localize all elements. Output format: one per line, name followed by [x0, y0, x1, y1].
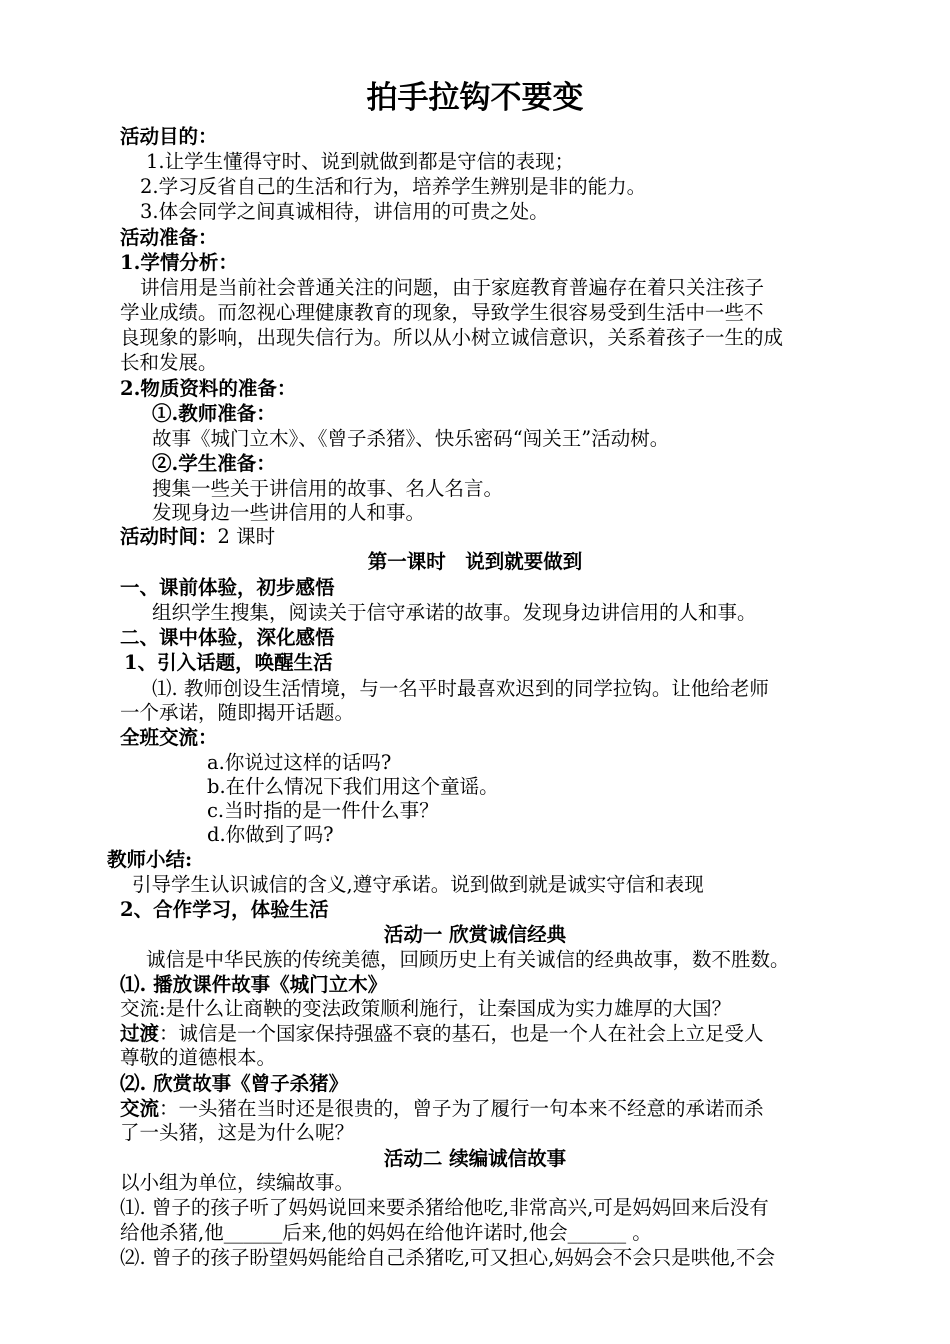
activity-intro: 诚信是中华民族的传统美德，回顾历史上有关诚信的经典故事，数不胜数。 [146, 948, 790, 971]
activity-time [120, 524, 275, 549]
goal-item: 2.学习反省自己的生活和行为，培养学生辨别是非的能力。 [140, 175, 647, 198]
activity-item: ⑴. 曾子的孩子听了妈妈说回来要杀猪给他吃,非常高兴,可是妈妈回来后没有 [120, 1196, 769, 1219]
prep-heading: 活动准备： [120, 226, 218, 249]
transition-line: 尊敬的道德根本。 [120, 1046, 277, 1069]
exchange-text: ：一头猪在当时还是很贵的，曾子为了履行一句本来不经意的承诺而杀 [159, 1097, 764, 1120]
transition-label: 过渡 [120, 1022, 160, 1045]
story-exchange: 交流:是什么让商鞅的变法政策顺利施行，让秦国成为实力雄厚的大国？ [120, 997, 732, 1020]
activity-item: ⑵. 曾子的孩子盼望妈妈能给自己杀猪吃,可又担心,妈妈会不会只是哄他,不会 [120, 1246, 775, 1269]
step-heading: 1、引入话题，唤醒生活 [124, 651, 333, 674]
discussion-item: a.你说过这样的话吗? [207, 751, 392, 774]
story-heading: ⑴. 播放课件故事《城门立木》 [120, 973, 388, 996]
summary-heading: 教师小结: [107, 848, 193, 871]
activity-title: 活动二 续编诚信故事 [383, 1147, 567, 1170]
story-heading: ⑵. 欣赏故事《曾子杀猪》 [120, 1072, 349, 1095]
section-heading: 一、课前体验，初步感悟 [120, 576, 335, 599]
discussion-item: c.当时指的是一件什么事？ [207, 799, 439, 822]
story-exchange [120, 1096, 764, 1121]
step-heading: 2、合作学习，体验生活 [120, 898, 329, 921]
step-text: 一个承诺，随即揭开话题。 [120, 701, 355, 724]
goal-item: 3.体会同学之间真诚相待，讲信用的可贵之处。 [140, 200, 549, 223]
time-value: 2 课时 [217, 525, 276, 548]
analysis-line: 学业成绩。而忽视心理健康教育的现象，导致学生很容易受到生活中一些不 [120, 301, 764, 324]
story-exchange: 了一头猪，这是为什么呢？ [120, 1121, 355, 1144]
teacher-prep-heading: ①.教师准备： [152, 402, 276, 425]
activity-intro: 以小组为单位，续编故事。 [120, 1171, 355, 1194]
discussion-item: b.在什么情况下我们用这个童谣。 [207, 775, 499, 798]
step-text: ⑴. 教师创设生活情境，与一名平时最喜欢迟到的同学拉钩。让他给老师 [152, 677, 769, 700]
summary-text: 引导学生认识诚信的含义,遵守承诺。说到做到就是诚实守信和表现 [132, 873, 704, 896]
student-prep-item: 搜集一些关于讲信用的故事、名人名言。 [152, 477, 504, 500]
discussion-item: d.你做到了吗? [207, 823, 334, 846]
analysis-line: 讲信用是当前社会普通关注的问题，由于家庭教育普遍存在着只关注孩子 [140, 276, 765, 299]
materials-heading: 2.物质资料的准备： [120, 377, 297, 400]
student-prep-heading: ②.学生准备： [152, 452, 276, 475]
section-text: 组织学生搜集，阅读关于信守承诺的故事。发现身边讲信用的人和事。 [152, 601, 757, 624]
analysis-heading: 1.学情分析： [120, 251, 238, 274]
section-heading: 二、课中体验，深化感悟 [120, 626, 335, 649]
goal-heading: 活动目的： [120, 125, 218, 148]
teacher-prep-text: 故事《城门立木》、《曾子杀猪》、快乐密码“闯关王”活动树。 [152, 427, 670, 450]
goal-item: 1.让学生懂得守时、说到就做到都是守信的表现； [146, 150, 575, 173]
lesson-title: 第一课时 说到就要做到 [367, 550, 583, 573]
transition-text: ：诚信是一个国家保持强盛不衰的基石，也是一个人在社会上立足受人 [159, 1022, 764, 1045]
discussion-heading: 全班交流： [120, 726, 218, 749]
time-label: 活动时间： [120, 525, 218, 548]
activity-item: 给他杀猪,他______后来,他的妈妈在给他许诺时,他会______ 。 [120, 1221, 652, 1244]
student-prep-item: 发现身边一些讲信用的人和事。 [152, 501, 426, 524]
analysis-line: 良现象的影响，出现失信行为。所以从小树立诚信意识，关系着孩子一生的成 [120, 326, 784, 349]
analysis-line: 长和发展。 [120, 351, 218, 374]
document-title: 拍手拉钩不要变 [366, 80, 584, 116]
exchange-label: 交流 [120, 1097, 160, 1120]
activity-title: 活动一 欣赏诚信经典 [383, 923, 567, 946]
transition-line [120, 1021, 764, 1046]
